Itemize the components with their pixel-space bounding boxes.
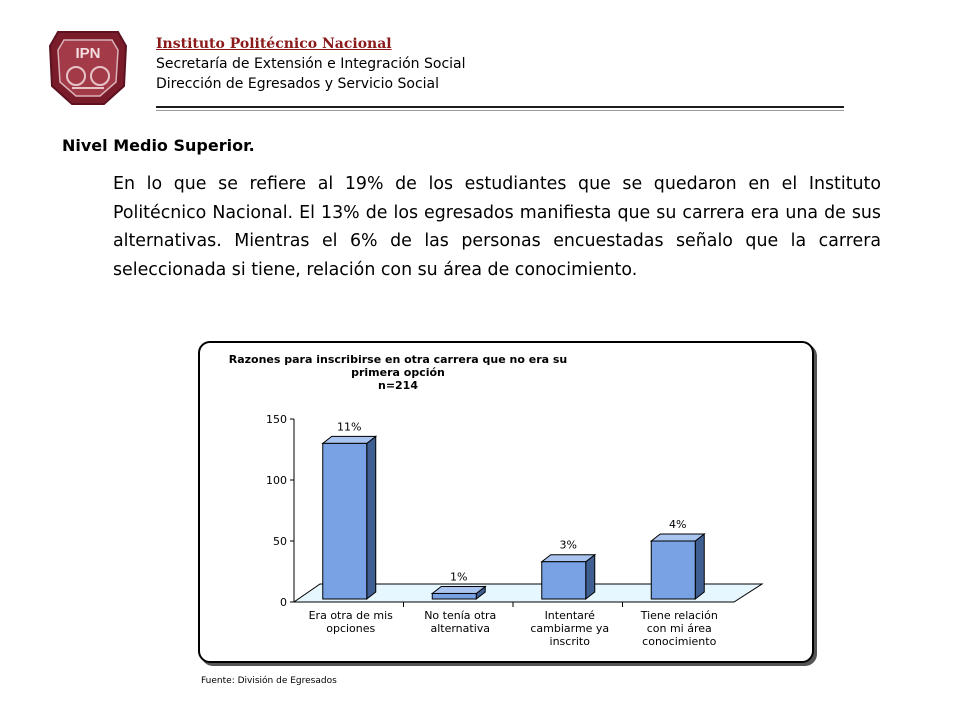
direction-line: Dirección de Egresados y Servicio Social (156, 76, 439, 92)
bar (323, 436, 376, 599)
bar-data-label: 1% (450, 570, 468, 584)
bar-data-label: 4% (669, 518, 687, 531)
bar-data-label: 11% (337, 420, 362, 434)
chart-frame (198, 341, 814, 663)
bar-chart (200, 343, 812, 661)
source-note: Fuente: División de Egresados (201, 676, 337, 686)
institution-title: Instituto Politécnico Nacional (156, 36, 392, 52)
bar-side (695, 534, 704, 599)
x-tick-label: Intentaré cambiarme ya inscrito (530, 609, 610, 648)
bar (651, 534, 704, 599)
ipn-logo (44, 28, 132, 108)
bar-front (323, 443, 367, 599)
y-tick-label: 150 (266, 413, 287, 426)
secretariat-line: Secretaría de Extensión e Integración Social (156, 56, 466, 72)
header-divider (156, 106, 844, 108)
bar-top (432, 586, 485, 593)
chart-title-line: Razones para inscribirse en otra carrera que no era su (228, 353, 568, 366)
x-tick-label: Tiene relación con mi área conocimiento (640, 609, 718, 648)
bar (542, 555, 595, 599)
header-divider-thin (156, 110, 844, 111)
y-tick-label: 100 (266, 474, 287, 487)
chart-title-line: n=214 (377, 379, 419, 392)
bar-front (542, 562, 586, 599)
bar-side (367, 436, 376, 599)
bar-data-label: 3% (559, 538, 577, 552)
bar-top (323, 436, 376, 443)
y-tick-label: 0 (280, 596, 287, 609)
chart-title-line: primera opción (351, 366, 445, 379)
x-tick-label: No tenía otra alternativa (424, 609, 497, 635)
bar-front (432, 593, 476, 599)
y-tick-label: 50 (273, 535, 287, 548)
bar (432, 586, 485, 599)
section-heading: Nivel Medio Superior. (62, 136, 255, 155)
bar-side (586, 555, 595, 599)
bar-top (542, 555, 595, 562)
logo-text: IPN (75, 45, 101, 62)
x-tick-label: Era otra de mis opciones (308, 609, 393, 635)
body-paragraph: En lo que se refiere al 19% de los estudiantes que se quedaron en el Instituto Politécnico Nacional. El 13% de los egresados manifiesta que su carrera era una de sus alternativas. Mientras el 6% de las personas encuestadas señalo que la carrera seleccionada si tiene, relación con su área de conocimiento. (113, 174, 881, 280)
bar-front (651, 541, 695, 599)
bar-top (651, 534, 704, 541)
chart-title (229, 353, 568, 392)
